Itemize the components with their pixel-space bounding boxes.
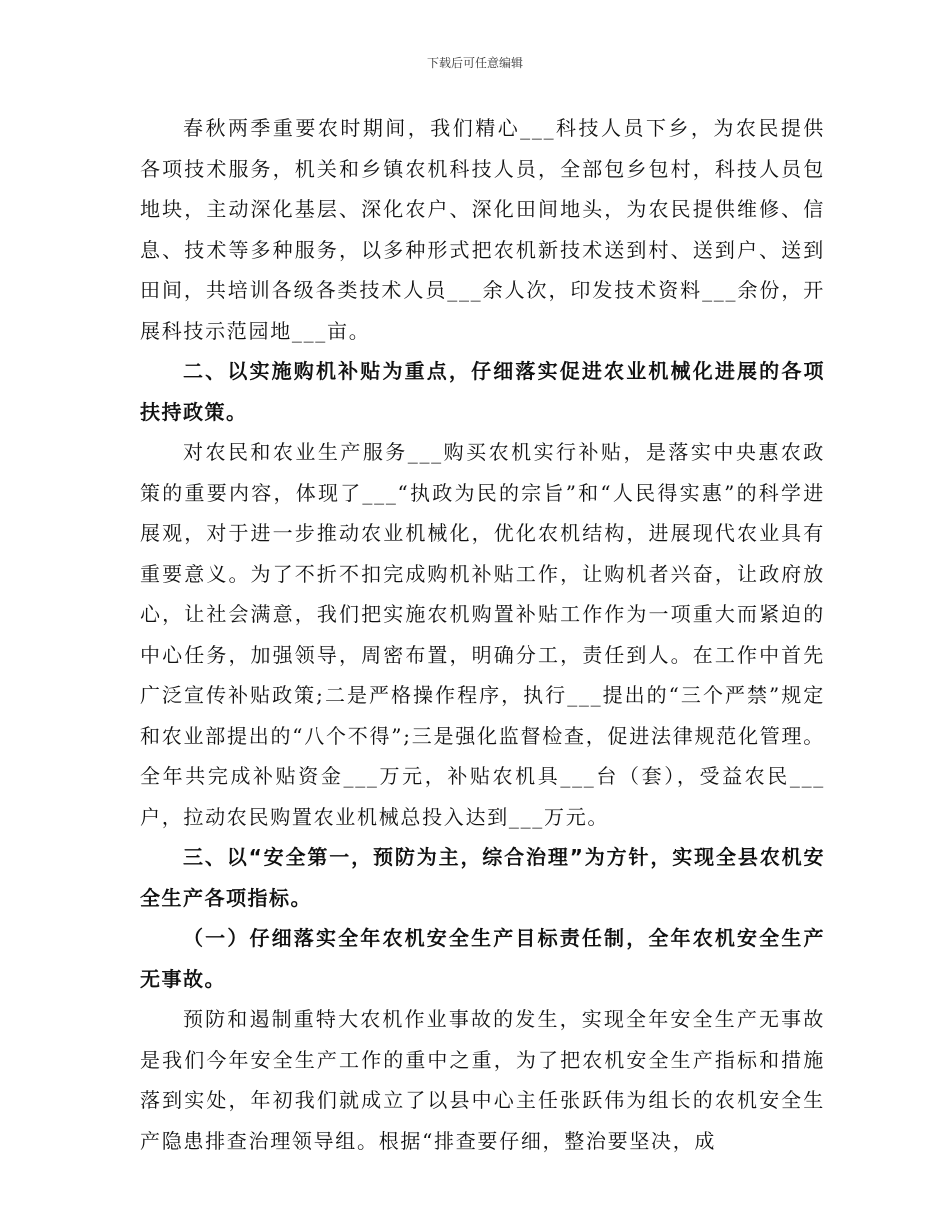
subsection-heading-3-1: （一）仔细落实全年农机安全生产目标责任制，全年农机安全生产无事故。 — [140, 926, 825, 991]
document-body — [140, 108, 825, 1161]
paragraph-tech-service: 春秋两季重要农时期间，我们精心___科技人员下乡，为农民提供各项技术服务，机关和乡镇农机科技人员，全部包乡包村，科技人员包地块，主动深化基层、深化农户、深化田间地头，为农民提供维修、信息、技术等多种服务，以多种形式把农机新技术送到村、送到户、送到田间，共培训各级各类技术人员___余人次，印发技术资料___余份，开展科技示范园地___亩。 — [140, 116, 825, 343]
paragraph-safety: 预防和遏制重特大农机作业事故的发生，实现全年安全生产无事故是我们今年安全生产工作的重中之重，为了把农机安全生产指标和措施落到实处，年初我们就成立了以县中心主任张跃伟为组长的农机安全生产隐患排查治理领导组。根据“排查要仔细，整治要坚决，成 — [140, 1007, 825, 1153]
section-heading-3: 三、以“安全第一，预防为主，综合治理”为方针，实现全县农机安全生产各项指标。 — [140, 845, 825, 910]
page-header: 下载后可任意编辑 — [426, 56, 523, 70]
paragraph-subsidy: 对农民和农业生产服务___购买农机实行补贴，是落实中央惠农政策的重要内容，体现了___“执政为民的宗旨”和“人民得实惠”的科学进展观，对于进一步推动农业机械化，优化农机结构，进展现代农业具有重要意义。为了不折不扣完成购机补贴工作，让购机者兴奋，让政府放心，让社会满意，我们把实施农机购置补贴工作作为一项重大而紧迫的中心任务，加强领导，周密布置，明确分工，责任到人。在工作中首先广泛宣传补贴政策;二是严格操作程序，执行___提出的“三个严禁”规定和农业部提出的“八个不得”;三是强化监督检查，促进法律规范化管理。全年共完成补贴资金___万元，补贴农机具___台（套），受益农民___户，拉动农民购置农业机械总投入达到___万元。 — [140, 440, 825, 829]
section-heading-2: 二、以实施购机补贴为重点，仔细落实促进农业机械化进展的各项扶持政策。 — [140, 359, 825, 424]
